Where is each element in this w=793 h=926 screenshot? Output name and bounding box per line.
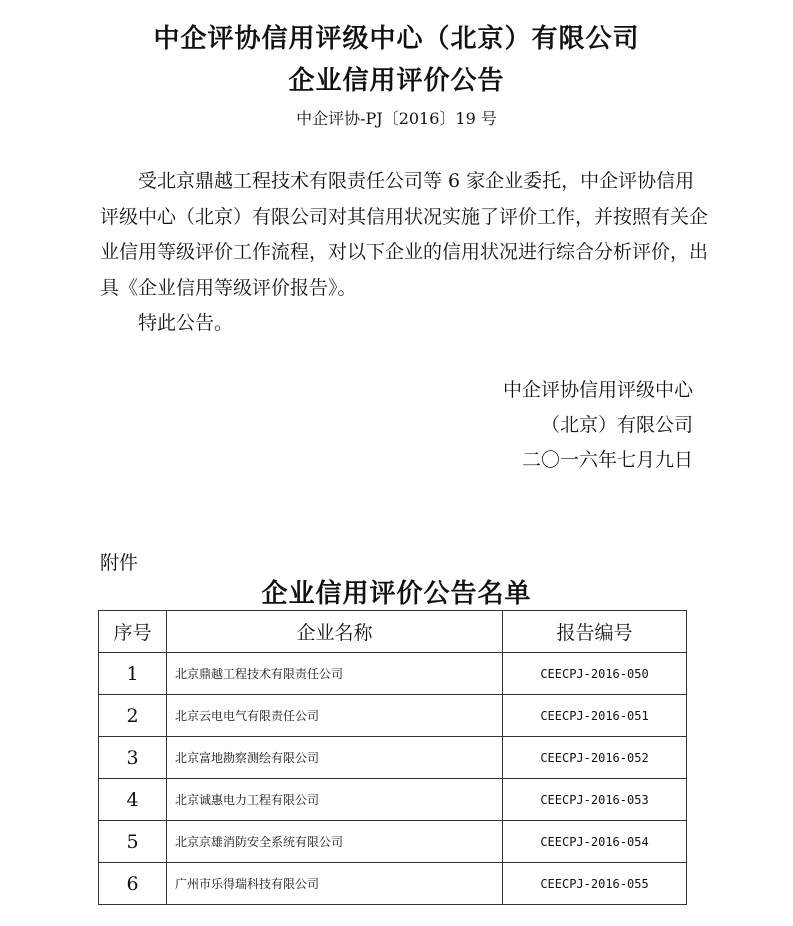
row-company-name: 北京京雄消防安全系统有限公司 <box>167 821 503 863</box>
table-row <box>99 821 687 863</box>
table-row <box>99 695 687 737</box>
row-index: 3 <box>99 737 167 779</box>
table-header-row <box>99 611 687 653</box>
row-report-code: CEECPJ-2016-052 <box>503 737 687 779</box>
row-company-name: 北京鼎越工程技术有限责任公司 <box>167 653 503 695</box>
table-row <box>99 779 687 821</box>
signature-org-line1: 中企评协信用评级中心 <box>502 379 693 401</box>
row-report-code: CEECPJ-2016-055 <box>503 863 687 905</box>
table-row <box>99 737 687 779</box>
column-header-company: 企业名称 <box>167 611 503 653</box>
row-company-name: 北京云电电气有限责任公司 <box>167 695 503 737</box>
announcement-paragraph: 受北京鼎越工程技术有限责任公司等 6 家企业委托，中企评协信用评级中心（北京）有限公司对其信用状况实施了评价工作，并按照有关企业信用等级评价工作流程，对以下企业的信用状况进行综合分析评价，出具《企业信用等级评价报告》。 <box>100 170 709 299</box>
table-row <box>99 653 687 695</box>
row-report-code: CEECPJ-2016-050 <box>503 653 687 695</box>
row-company-name: 广州市乐得瑞科技有限公司 <box>167 863 503 905</box>
column-header-report-code: 报告编号 <box>503 611 687 653</box>
table-row <box>99 863 687 905</box>
row-index: 6 <box>99 863 167 905</box>
row-index: 1 <box>99 653 167 695</box>
signature-date: 二〇一六年七月九日 <box>521 449 693 471</box>
row-index: 5 <box>99 821 167 863</box>
document-subtitle: 企业信用评价公告 <box>288 66 505 96</box>
row-company-name: 北京富地勘察测绘有限公司 <box>167 737 503 779</box>
row-company-name: 北京诚惠电力工程有限公司 <box>167 779 503 821</box>
announcement-closing: 特此公告。 <box>138 312 234 334</box>
row-report-code: CEECPJ-2016-053 <box>503 779 687 821</box>
column-header-index: 序号 <box>99 611 167 653</box>
row-index: 2 <box>99 695 167 737</box>
row-report-code: CEECPJ-2016-051 <box>503 695 687 737</box>
attachment-label: 附件 <box>100 552 139 574</box>
row-report-code: CEECPJ-2016-054 <box>503 821 687 863</box>
row-index: 4 <box>99 779 167 821</box>
signature-org-line2: （北京）有限公司 <box>540 414 693 436</box>
announcement-body <box>100 164 710 342</box>
company-table <box>98 610 687 905</box>
attachment-title: 企业信用评价公告名单 <box>261 579 532 609</box>
document-number: 中企评协-PJ〔2016〕19 号 <box>296 109 497 128</box>
document-title: 中企评协信用评级中心（北京）有限公司 <box>153 24 640 54</box>
